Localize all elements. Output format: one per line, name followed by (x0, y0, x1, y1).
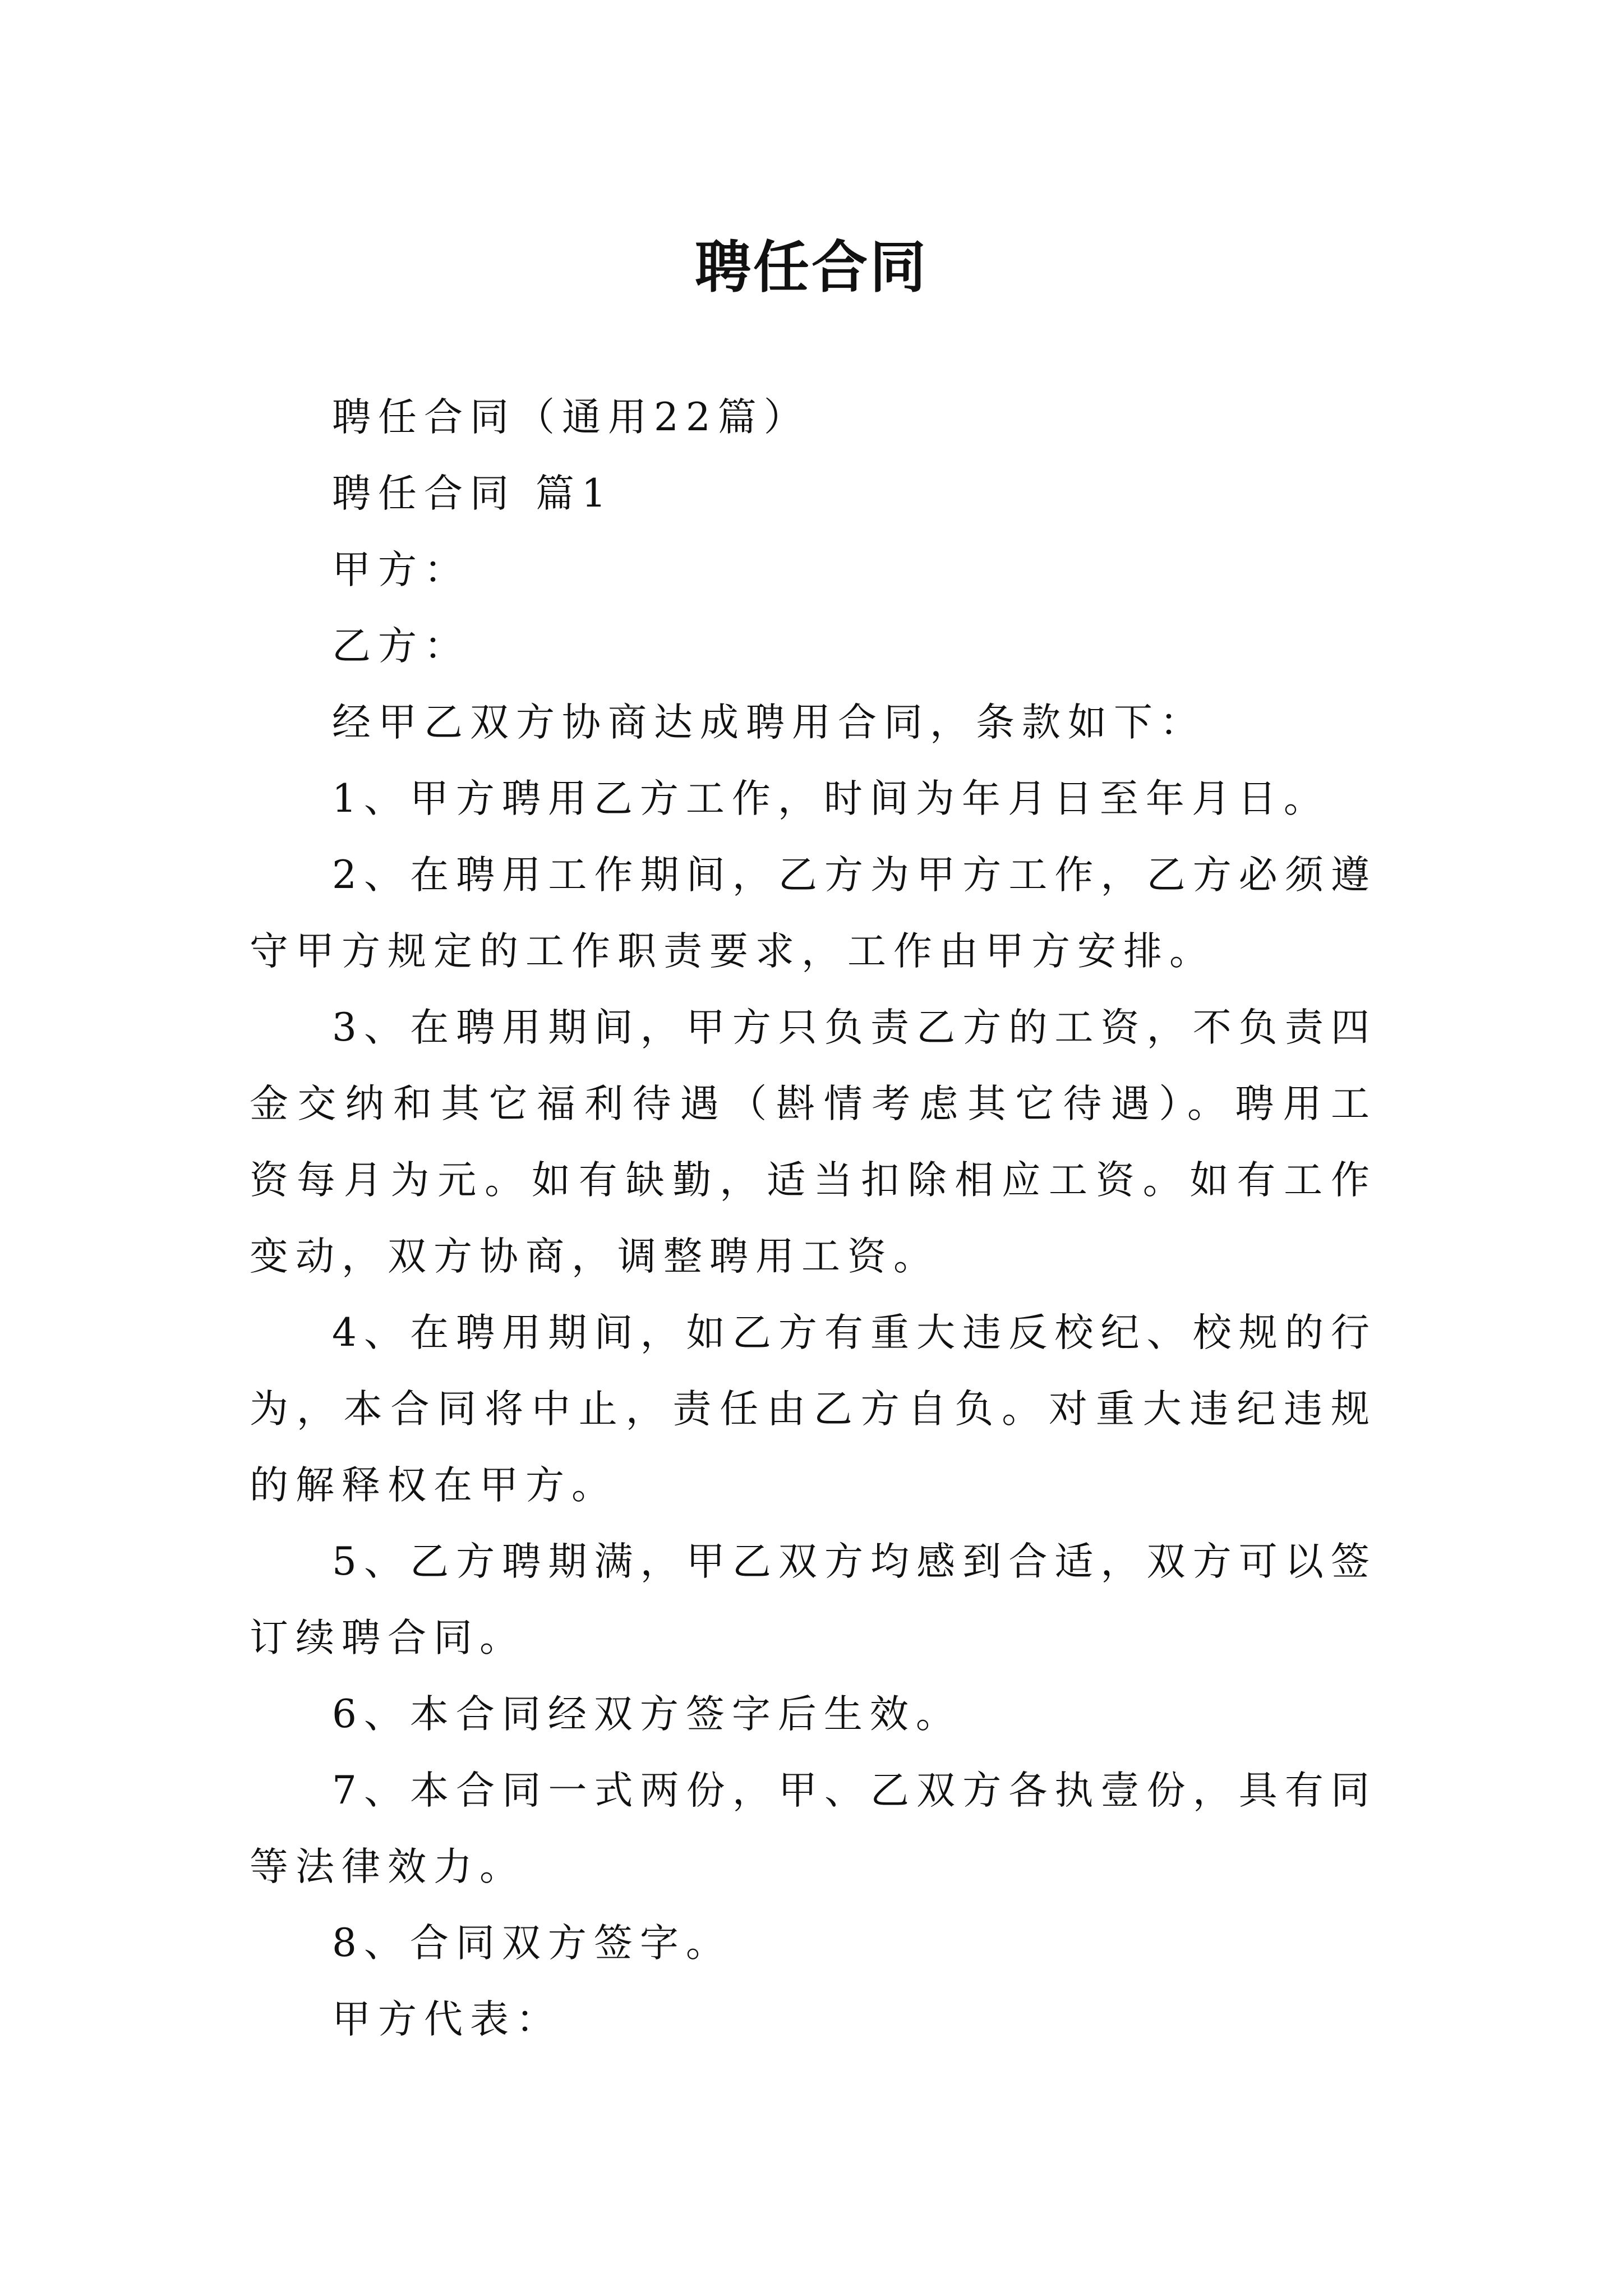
document-body (250, 379, 1377, 2058)
paragraph-party-a-representative: 甲方代表： (332, 1997, 562, 2042)
paragraph-subtitle: 聘任合同（通用22篇） (332, 395, 810, 440)
paragraph-section-heading: 聘任合同 篇1 (332, 471, 614, 516)
clause-3: 3、在聘用期间，甲方只负责乙方的工资，不负责四金交纳和其它福利待遇（斟情考虑其它待遇）。聘用工资每月为元。如有缺勤，适当扣除相应工资。如有工作变动，双方协商，调整聘用工资。 (250, 1005, 1377, 1279)
document-title: 聘任合同 (695, 234, 928, 300)
paragraph-party-b: 乙方： (332, 624, 470, 669)
clause-8: 8、合同双方签字。 (332, 1921, 732, 1966)
clause-2: 2、在聘用工作期间，乙方为甲方工作，乙方必须遵守甲方规定的工作职责要求，工作由甲方安排。 (250, 853, 1377, 974)
clause-4: 4、在聘用期间，如乙方有重大违反校纪、校规的行为，本合同将中止，责任由乙方自负。对重大违纪违规的解释权在甲方。 (250, 1310, 1377, 1508)
clause-5: 5、乙方聘期满，甲乙双方均感到合适，双方可以签订续聘合同。 (250, 1539, 1377, 1660)
clause-7: 7、本合同一式两份，甲、乙双方各执壹份，具有同等法律效力。 (250, 1768, 1377, 1889)
clause-1: 1、甲方聘用乙方工作，时间为年月日至年月日。 (332, 776, 1330, 821)
paragraph-party-a: 甲方： (332, 547, 470, 592)
paragraph-intro: 经甲乙双方协商达成聘用合同，条款如下： (332, 700, 1206, 745)
clause-6: 6、本合同经双方签字后生效。 (332, 1692, 962, 1737)
